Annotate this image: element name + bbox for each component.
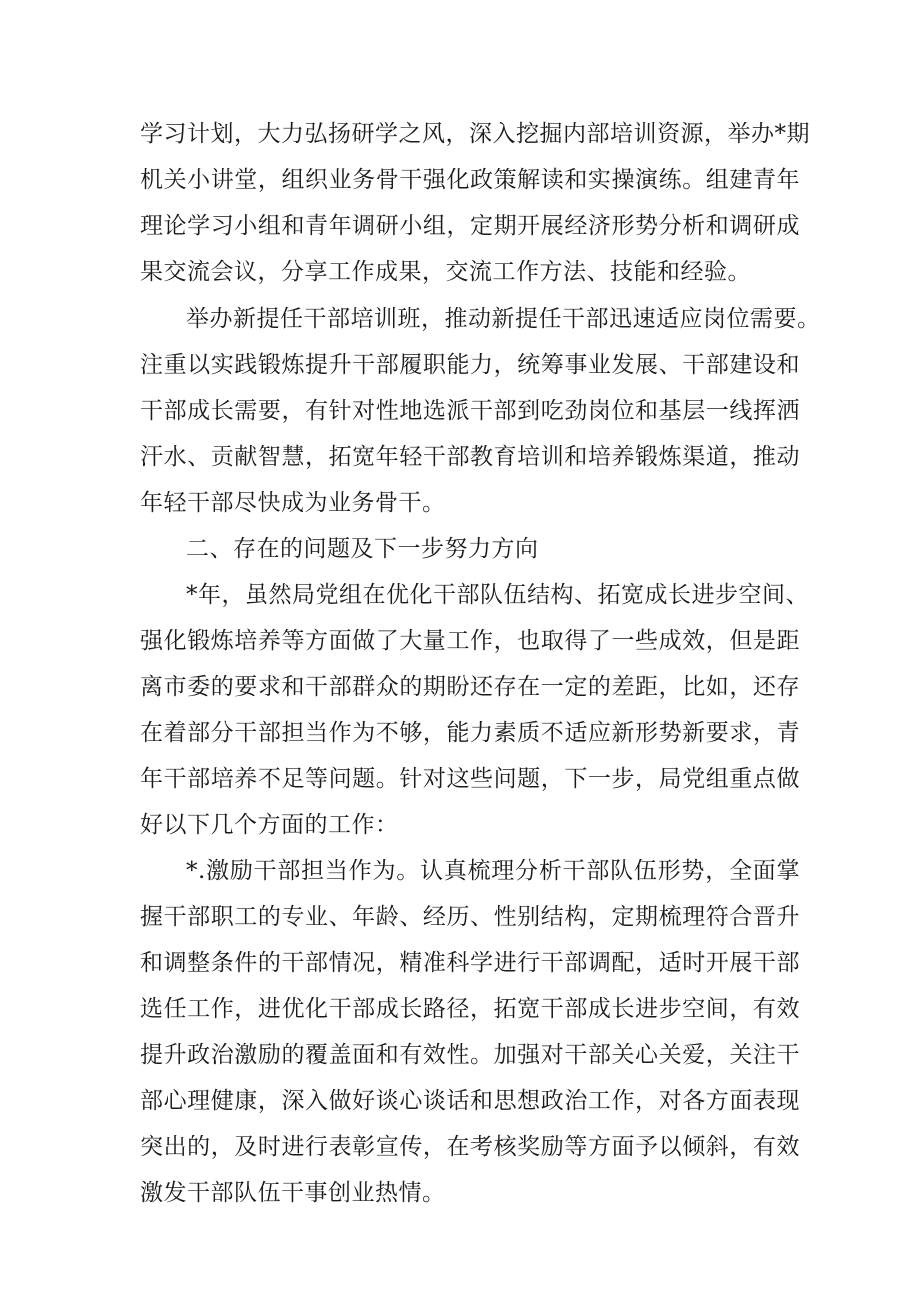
- text-line: 举办新提任干部培训班，推动新提任干部迅速适应岗位需要。: [186, 306, 821, 332]
- text-line: 汗水、贡献智慧，拓宽年轻干部教育培训和培养锻炼渠道，推动: [140, 444, 800, 470]
- text-line: *年，虽然局党组在优化干部队伍结构、拓宽成长进步空间、: [186, 582, 809, 608]
- text-line: 干部成长需要，有针对性地选派干部到吃劲岗位和基层一线挥洒: [140, 398, 800, 424]
- text-line: 理论学习小组和青年调研小组，定期开展经济形势分析和调研成: [140, 213, 800, 239]
- text-line: 强化锻炼培养等方面做了大量工作，也取得了一些成效，但是距: [140, 628, 800, 654]
- section-heading: 二、存在的问题及下一步努力方向: [186, 536, 539, 562]
- text-line: 好以下几个方面的工作：: [140, 812, 399, 838]
- text-line: 年轻干部尽快成为业务骨干。: [140, 490, 446, 516]
- text-line: 机关小讲堂，组织业务骨干强化政策解读和实操演练。组建青年: [140, 167, 800, 193]
- text-line: 注重以实践锻炼提升干部履职能力，统筹事业发展、干部建设和: [140, 352, 800, 378]
- text-line: 突出的，及时进行表彰宣传，在考核奖励等方面予以倾斜，有效: [140, 1134, 800, 1160]
- text-line: 和调整条件的干部情况，精准科学进行干部调配，适时开展干部: [140, 950, 800, 976]
- text-line: 部心理健康，深入做好谈心谈话和思想政治工作，对各方面表现: [140, 1088, 800, 1114]
- text-line: 学习计划，大力弘扬研学之风，深入挖掘内部培训资源，举办*期: [140, 121, 810, 147]
- text-line: 果交流会议，分享工作成果，交流工作方法、技能和经验。: [140, 259, 751, 285]
- text-line: 提升政治激励的覆盖面和有效性。加强对干部关心关爱，关注干: [140, 1042, 800, 1068]
- text-line: 在着部分干部担当作为不够，能力素质不适应新形势新要求，青: [140, 720, 800, 746]
- text-line: 年干部培养不足等问题。针对这些问题，下一步，局党组重点做: [140, 766, 800, 792]
- text-line: 选任工作，进优化干部成长路径，拓宽干部成长进步空间，有效: [140, 996, 800, 1022]
- text-line: 离市委的要求和干部群众的期盼还存在一定的差距，比如，还存: [140, 674, 800, 700]
- text-line: 握干部职工的专业、年龄、经历、性别结构，定期梳理符合晋升: [140, 904, 800, 930]
- text-line: 激发干部队伍干事创业热情。: [140, 1180, 446, 1206]
- text-line: *.激励干部担当作为。认真梳理分析干部队伍形势，全面掌: [186, 858, 800, 884]
